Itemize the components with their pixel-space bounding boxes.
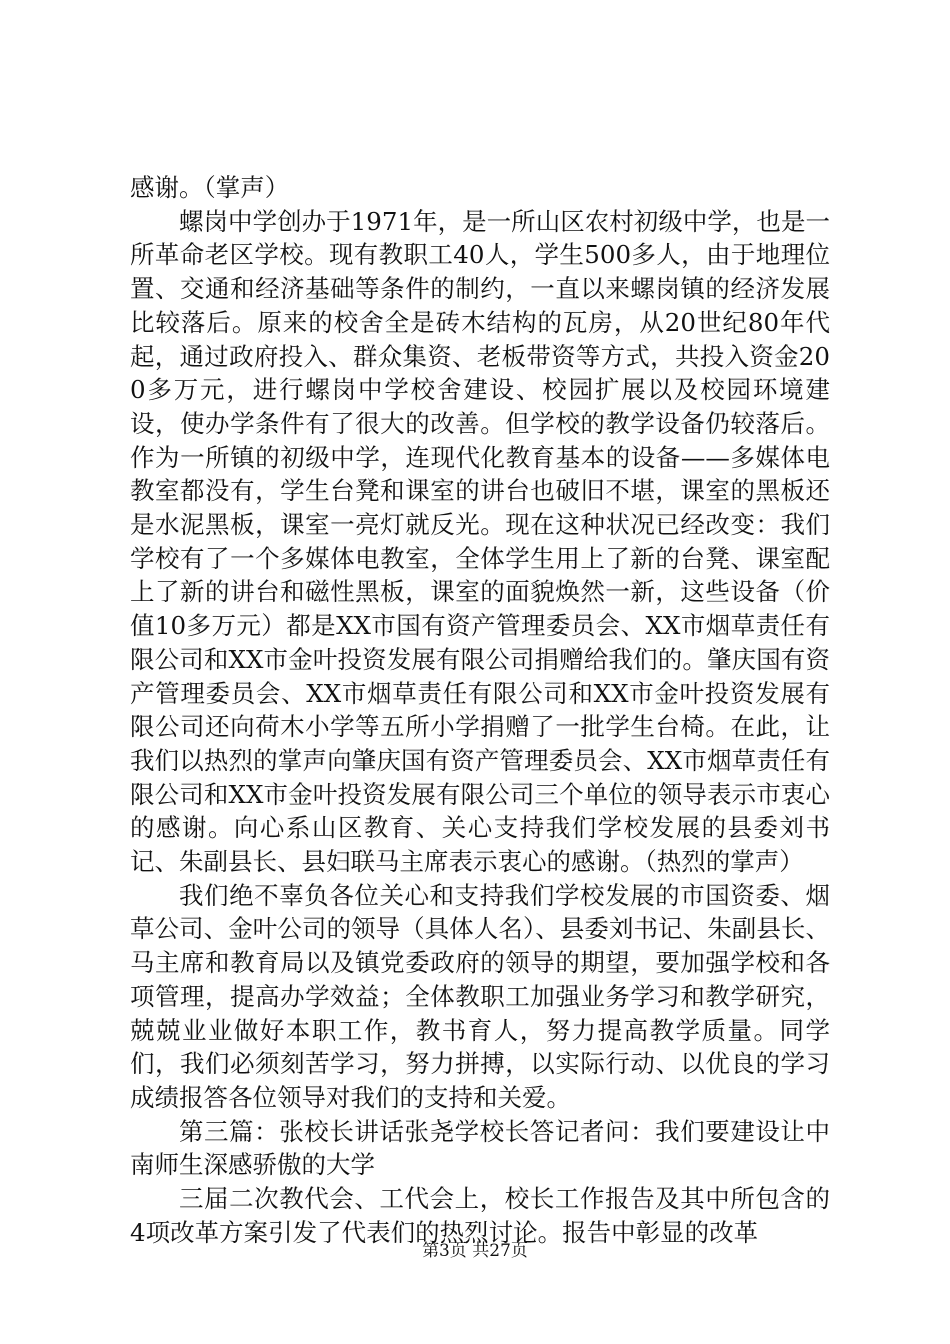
page-number-footer: 第3页 共27页	[422, 1241, 528, 1261]
paragraph-section-heading: 第三篇：张校长讲话张尧学校长答记者问：我们要建设让中南师生深感骄傲的大学	[130, 1116, 830, 1180]
paragraph-applause: 感谢。（掌声）	[130, 173, 290, 202]
paragraph-commitment: 我们绝不辜负各位关心和支持我们学校发展的市国资委、烟草公司、金叶公司的领导（具体人名）、县委刘书记、朱副县长、马主席和教育局以及镇党委政府的领导的期望，要加强学校和各项管理，提高办学效益；全体教职工加强业务学习和教学研究，兢兢业业做好本职工作，教书育人，努力提高教学质量。同学们，我们必须刻苦学习，努力拼搏，以实际行动、以优良的学习成绩报答各位领导对我们的支持和关爱。	[130, 880, 830, 1112]
paragraph-school-history: 螺岗中学创办于1971年，是一所山区农村初级中学，也是一所革命老区学校。现有教职工40人，学生500多人，由于地理位置、交通和经济基础等条件的制约，一直以来螺岗镇的经济发展比较落后。原来的校舍全是砖木结构的瓦房，从20世纪80年代起，通过政府投入、群众集资、老板带资等方式，共投入资金200多万元，进行螺岗中学校舍建设、校园扩展以及校园环境建设，使办学条件有了很大的改善。但学校的教学设备仍较落后。作为一所镇的初级中学，连现代化教育基本的设备——多媒体电教室都没有，学生台凳和课室的讲台也破旧不堪，课室的黑板还是水泥黑板，课室一亮灯就反光。现在这种状况已经改变：我们学校有了一个多媒体电教室，全体学生用上了新的台凳、课室配上了新的讲台和磁性黑板，课室的面貌焕然一新，这些设备（价值10多万元）都是XX市国有资产管理委员会、XX市烟草责任有限公司和XX市金叶投资发展有限公司捐赠给我们的。肇庆国有资产管理委员会、XX市烟草责任有限公司和XX市金叶投资发展有限公司还向荷木小学等五所小学捐赠了一批学生台椅。在此，让我们以热烈的掌声向肇庆国有资产管理委员会、XX市烟草责任有限公司和XX市金叶投资发展有限公司三个单位的领导表示市衷心的感谢。向心系山区教育、关心支持我们学校发展的县委刘书记、朱副县长、县妇联马主席表示衷心的感谢。（热烈的掌声）	[130, 206, 830, 877]
document-body	[130, 171, 830, 1250]
paragraph-report: 三届二次教代会、工代会上，校长工作报告及其中所包含的4项改革方案引发了代表们的热烈讨论。报告中彰显的改革	[130, 1184, 830, 1247]
